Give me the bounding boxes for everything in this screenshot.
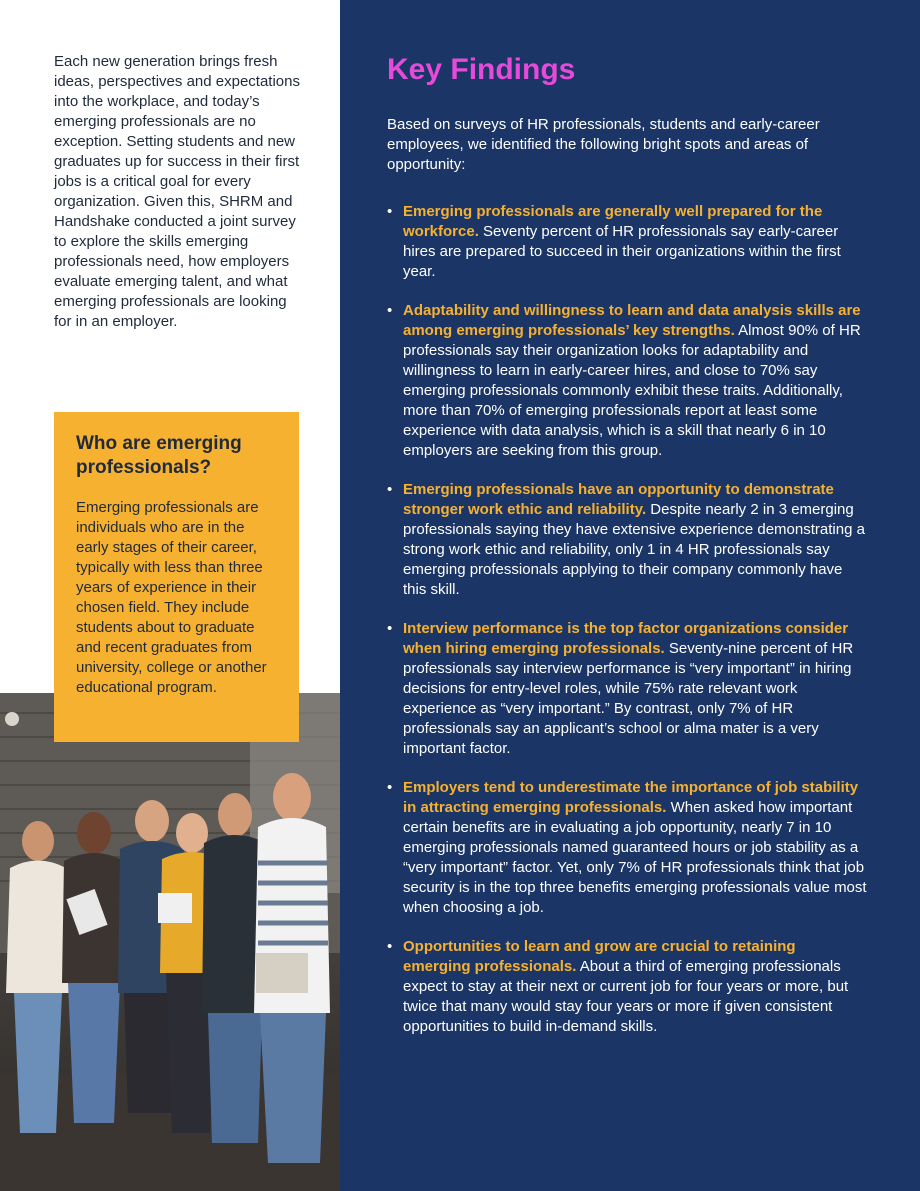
bullet-icon: • (387, 779, 393, 796)
bullet-icon: • (387, 302, 393, 319)
finding-highlight: Opportunities to learn and grow are crucial to retaining emerging professionals. (403, 938, 796, 975)
finding-item (387, 937, 867, 1037)
finding-item (387, 480, 867, 600)
finding-text: Despite nearly 2 in 3 emerging professionals saying they have extensive experience demonstrating a strong work ethic and reliability, only 1 in 4 HR professionals say emerging professionals applying to their company commonly have this skill. (403, 501, 865, 598)
finding-highlight: Emerging professionals have an opportunity to demonstrate stronger work ethic and reliability. (403, 481, 834, 518)
finding-text: Seventy percent of HR professionals say early-career hires are prepared to succeed in their organizations within the first year. (403, 223, 841, 280)
intro-paragraph: Each new generation brings fresh ideas, perspectives and expectations into the workplace, and today’s emerging professionals are no exception. Setting students and new graduates up for success in their first jobs is a critical goal for every organization. Given this, SHRM and Handshake conducted a joint survey to explore the skills emerging professionals need, how employers evaluate emerging talent, and what emerging professionals are looking for in an employer. (54, 53, 300, 330)
findings-list (387, 202, 867, 1056)
bullet-icon: • (387, 203, 393, 220)
bullet-icon: • (387, 620, 393, 637)
finding-highlight: Emerging professionals are generally well prepared for the workforce. (403, 203, 823, 240)
callout-body: Emerging professionals are individuals who are in the early stages of their career, typically with less than three years of experience in their chosen field. They include students about to graduate and recent graduates from university, college or another educational program. (76, 499, 267, 696)
key-findings-lead: Based on surveys of HR professionals, students and early-career employees, we identified the following bright spots and areas of opportunity: (387, 116, 820, 173)
key-findings-panel (340, 0, 920, 1191)
finding-text: About a third of emerging professionals expect to stay at their next or current job for four years or more, but twice that many would stay four years or more if given consistent opportunities to build in-demand skills. (403, 958, 849, 1035)
bullet-icon: • (387, 938, 393, 955)
key-findings-heading: Key Findings (387, 53, 576, 86)
finding-highlight: Interview performance is the top factor organizations consider when hiring emerging professionals. (403, 620, 849, 657)
finding-text: When asked how important certain benefits are in evaluating a job opportunity, nearly 7 in 10 emerging professionals named guaranteed hours or job stability as a “very important” factor. Yet, only 7% of HR professionals think that job security is in the top three benefits emerging professionals value most when choosing a job. (403, 799, 867, 916)
finding-item (387, 778, 867, 918)
emerging-professionals-callout (54, 412, 299, 742)
group-photo (0, 693, 340, 1191)
finding-highlight: Employers tend to underestimate the importance of job stability in attracting emerging professionals. (403, 779, 859, 816)
finding-item (387, 619, 867, 759)
left-column (0, 0, 340, 1191)
finding-item (387, 301, 867, 461)
finding-text: Almost 90% of HR professionals say their organization looks for adaptability and willingness to learn in early-career hires, and close to 70% say emerging professionals commonly exhibit these traits. Additionally, more than 70% of emerging professionals report at least some experience with data analysis, which is a skill that nearly 6 in 10 employers are seeking from this group. (403, 322, 861, 459)
finding-text: Seventy-nine percent of HR professionals say interview performance is “very important” in hiring decisions for entry-level roles, while 75% rate relevant work experience as “very important.” By contrast, only 7% of HR professionals say an applicant’s school or alma mater is a very important factor. (403, 640, 854, 757)
finding-item (387, 202, 867, 282)
callout-title: Who are emerging professionals? (76, 433, 242, 478)
bullet-icon: • (387, 481, 393, 498)
finding-highlight: Adaptability and willingness to learn and data analysis skills are among emerging professionals’ key strengths. (403, 302, 861, 339)
